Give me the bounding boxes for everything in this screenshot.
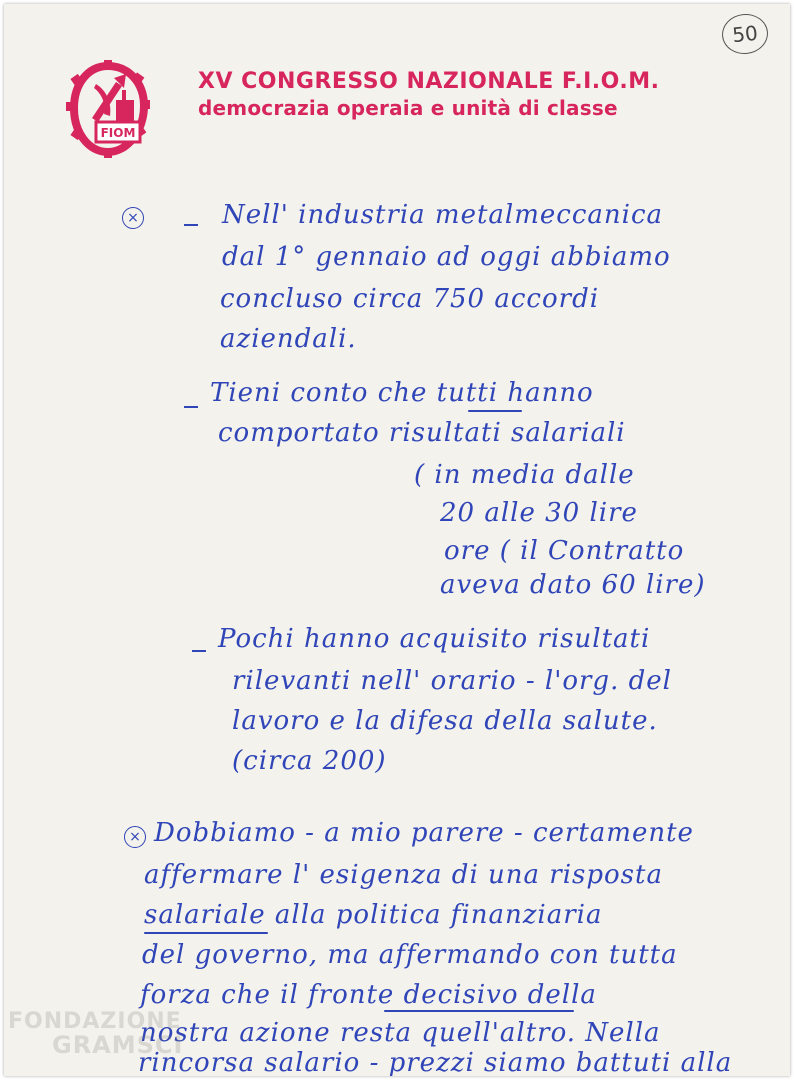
handwritten-line-7: ( in media dalle xyxy=(414,460,635,490)
watermark-line-1: FONDAZIONE xyxy=(8,1008,182,1034)
handwritten-line-5: Tieni conto che tutti hanno xyxy=(210,378,594,408)
dash-3 xyxy=(192,650,206,652)
point-marker-2: × xyxy=(124,826,146,848)
logo-text: FIOM xyxy=(100,126,136,140)
handwritten-line-3: concluso circa 750 accordi xyxy=(220,284,600,314)
handwritten-line-4: aziendali. xyxy=(220,324,357,354)
handwritten-line-20: nostra azione resta quell'altro. Nella xyxy=(140,1018,661,1048)
watermark-line-2: GRAMSCI xyxy=(52,1030,184,1059)
handwritten-line-19: forza che il fronte decisivo della xyxy=(140,980,597,1010)
page-number: 50 xyxy=(720,12,770,57)
underline-fronte-decisivo xyxy=(384,1010,574,1012)
handwritten-line-11: Pochi hanno acquisito risultati xyxy=(218,624,651,654)
handwritten-line-2: dal 1° gennaio ad oggi abbiamo xyxy=(222,242,671,272)
archive-watermark xyxy=(8,1010,183,1058)
handwritten-line-6: comportato risultati salariali xyxy=(218,418,626,448)
handwritten-line-13: lavoro e la difesa della salute. xyxy=(232,706,658,736)
handwritten-line-15: Dobbiamo - a mio parere - certamente xyxy=(154,818,694,848)
handwritten-line-12: rilevanti nell' orario - l'org. del xyxy=(232,666,672,696)
dash-1 xyxy=(184,224,198,226)
handwritten-line-17: salariale alla politica finanziaria xyxy=(144,900,603,930)
underline-tutti xyxy=(468,410,522,412)
underline-salariale xyxy=(144,932,268,934)
handwritten-line-16: affermare l' esigenza di una risposta xyxy=(144,860,663,890)
handwritten-line-8: 20 alle 30 lire xyxy=(440,498,638,528)
handwritten-line-1: Nell' industria metalmeccanica xyxy=(222,200,664,230)
letterhead-title: XV CONGRESSO NAZIONALE F.I.O.M. xyxy=(198,69,660,94)
handwritten-line-9: ore ( il Contratto xyxy=(444,536,685,566)
handwritten-body xyxy=(4,4,790,1076)
handwritten-line-21: rincorsa salario - prezzi siamo battuti alla xyxy=(138,1048,733,1076)
document-page xyxy=(4,4,790,1076)
letterhead-subtitle: democrazia operaia e unità di classe xyxy=(198,95,618,120)
dash-2 xyxy=(184,406,198,408)
handwritten-line-14: (circa 200) xyxy=(232,746,387,776)
handwritten-line-18: del governo, ma affermando con tutta xyxy=(142,940,678,970)
handwritten-line-10: aveva dato 60 lire) xyxy=(440,570,706,600)
point-marker-1: × xyxy=(122,207,144,229)
